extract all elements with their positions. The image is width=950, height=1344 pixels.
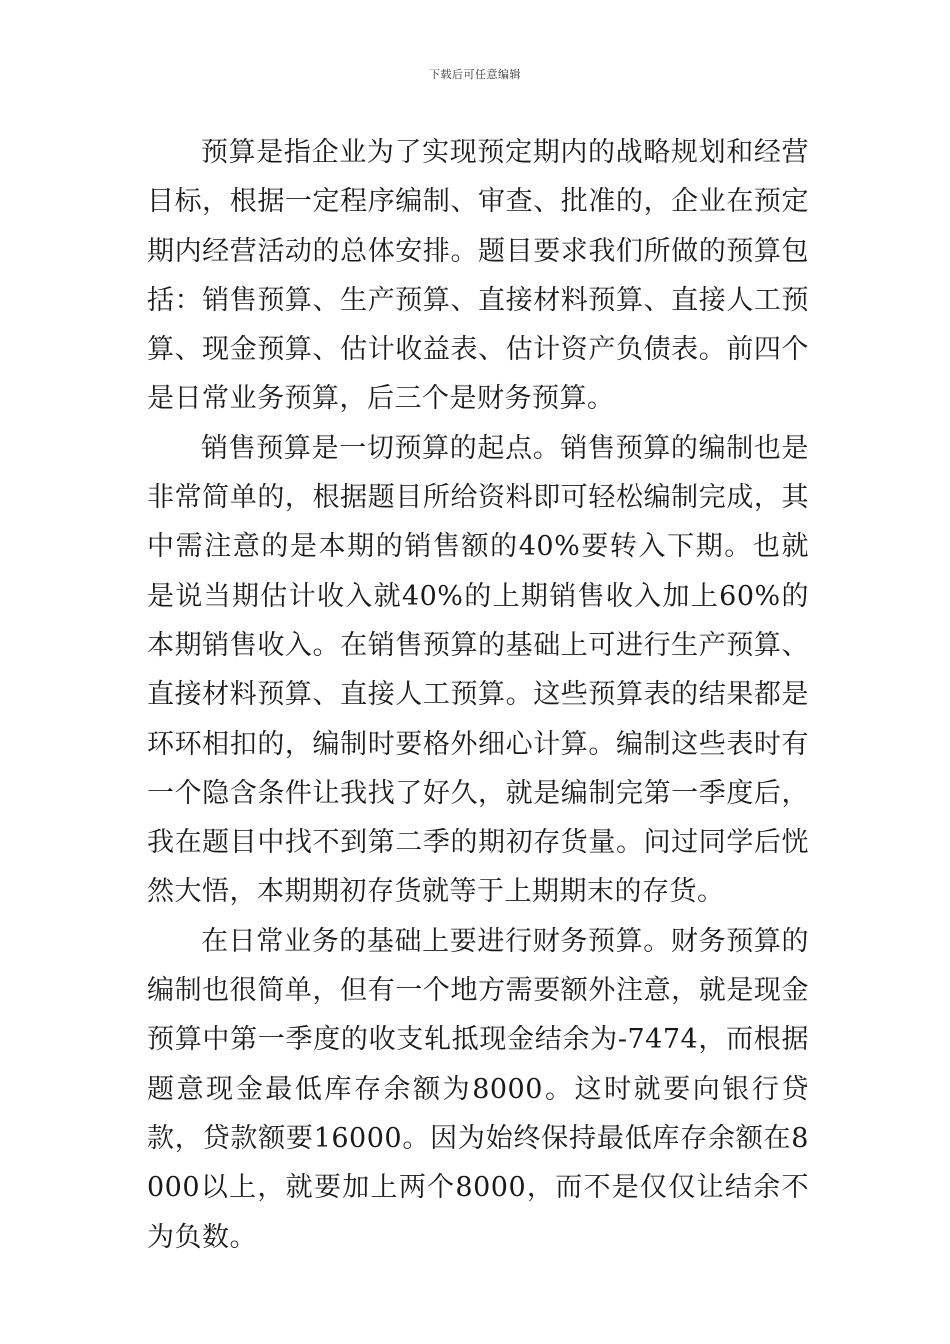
header-note: 下载后可任意编辑 bbox=[429, 68, 521, 81]
body-text bbox=[147, 128, 809, 1262]
paragraph-financial-budget: 在日常业务的基础上要进行财务预算。财务预算的编制也很简单，但有一个地方需要额外注意，就是现金预算中第一季度的收支轧抵现金结余为-7474，而根据题意现金最低库存余额为8000。这时就要向银行贷款，贷款额要16000。因为始终保持最低库存余额在8000以上，就要加上两个8000，而不是仅仅让结余不为负数。 bbox=[147, 925, 809, 1253]
paragraph-budget-definition: 预算是指企业为了实现预定期内的战略规划和经营目标，根据一定程序编制、审查、批准的，企业在预定期内经营活动的总体安排。题目要求我们所做的预算包括：销售预算、生产预算、直接材料预算、直接人工预算、现金预算、估计收益表、估计资产负债表。前四个是日常业务预算，后三个是财务预算。 bbox=[147, 137, 809, 415]
paragraph-sales-budget: 销售预算是一切预算的起点。销售预算的编制也是非常简单的，根据题目所给资料即可轻松编制完成，其中需注意的是本期的销售额的40%要转入下期。也就是说当期估计收入就40%的上期销售收入加上60%的本期销售收入。在销售预算的基础上可进行生产预算、直接材料预算、直接人工预算。这些预算表的结果都是环环相扣的，编制时要格外细心计算。编制这些表时有一个隐含条件让我找了好久，就是编制完第一季度后，我在题目中找不到第二季的期初存货量。问过同学后恍然大悟，本期期初存货就等于上期期末的存货。 bbox=[147, 432, 809, 908]
